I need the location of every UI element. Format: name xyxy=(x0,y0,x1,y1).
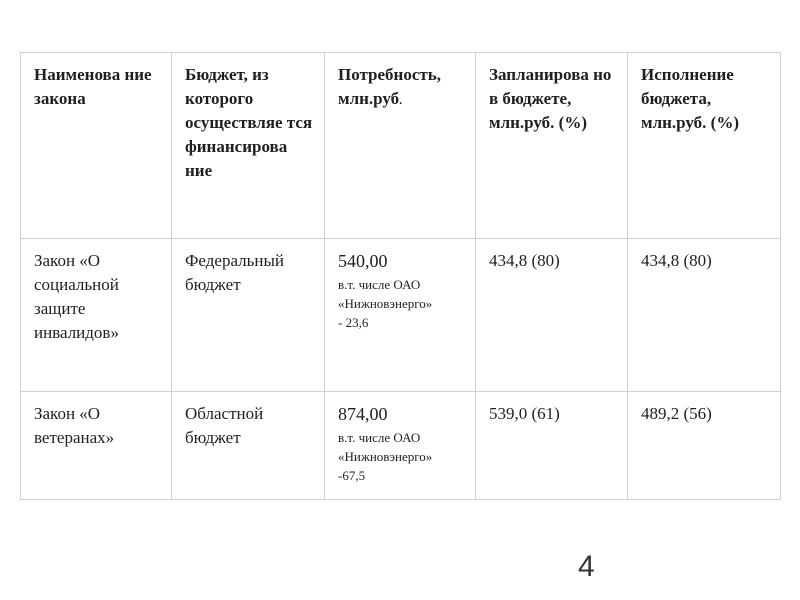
need-value: 874,00 xyxy=(338,404,388,424)
header-need xyxy=(325,53,476,239)
header-budget-source xyxy=(172,53,325,239)
table-header-row xyxy=(21,53,781,239)
header-need-text: Потребность, млн.руб xyxy=(338,65,441,108)
header-law-name xyxy=(21,53,172,239)
header-executed xyxy=(628,53,781,239)
header-budget-source-text: Бюджет, из которого осуществляе тся финансирова ние xyxy=(185,65,313,180)
cell-planned: 539,0 (61) xyxy=(476,392,628,500)
page-number: 4 xyxy=(578,550,595,583)
cell-law: Закон «О социальной защите инвалидов» xyxy=(21,239,172,392)
cell-law: Закон «О ветеранах» xyxy=(21,392,172,500)
table-row xyxy=(21,239,781,392)
need-note-line-2: «Нижновэнерго» xyxy=(338,449,433,464)
need-note-line-1: в.т. числе ОАО xyxy=(338,277,421,292)
header-planned xyxy=(476,53,628,239)
header-planned-text: Запланирова но в бюджете, млн.руб. (%) xyxy=(489,65,612,132)
header-executed-text: Исполнение бюджета, млн.руб. (%) xyxy=(641,65,739,132)
need-note-line-3: - 23,6 xyxy=(338,315,369,330)
cell-budget: Областной бюджет xyxy=(172,392,325,500)
need-note-line-1: в.т. числе ОАО xyxy=(338,430,421,445)
header-need-dot: . xyxy=(399,93,403,107)
header-law-name-text: Наименова ние закона xyxy=(34,65,152,108)
cell-executed: 489,2 (56) xyxy=(628,392,781,500)
cell-planned: 434,8 (80) xyxy=(476,239,628,392)
cell-need xyxy=(325,392,476,500)
budget-table xyxy=(20,52,781,500)
cell-budget: Федеральный бюджет xyxy=(172,239,325,392)
need-note-line-2: «Нижновэнерго» xyxy=(338,296,433,311)
need-value: 540,00 xyxy=(338,251,388,271)
need-note-line-3: -67,5 xyxy=(338,468,366,483)
cell-need xyxy=(325,239,476,392)
table-row xyxy=(21,392,781,500)
cell-executed: 434,8 (80) xyxy=(628,239,781,392)
